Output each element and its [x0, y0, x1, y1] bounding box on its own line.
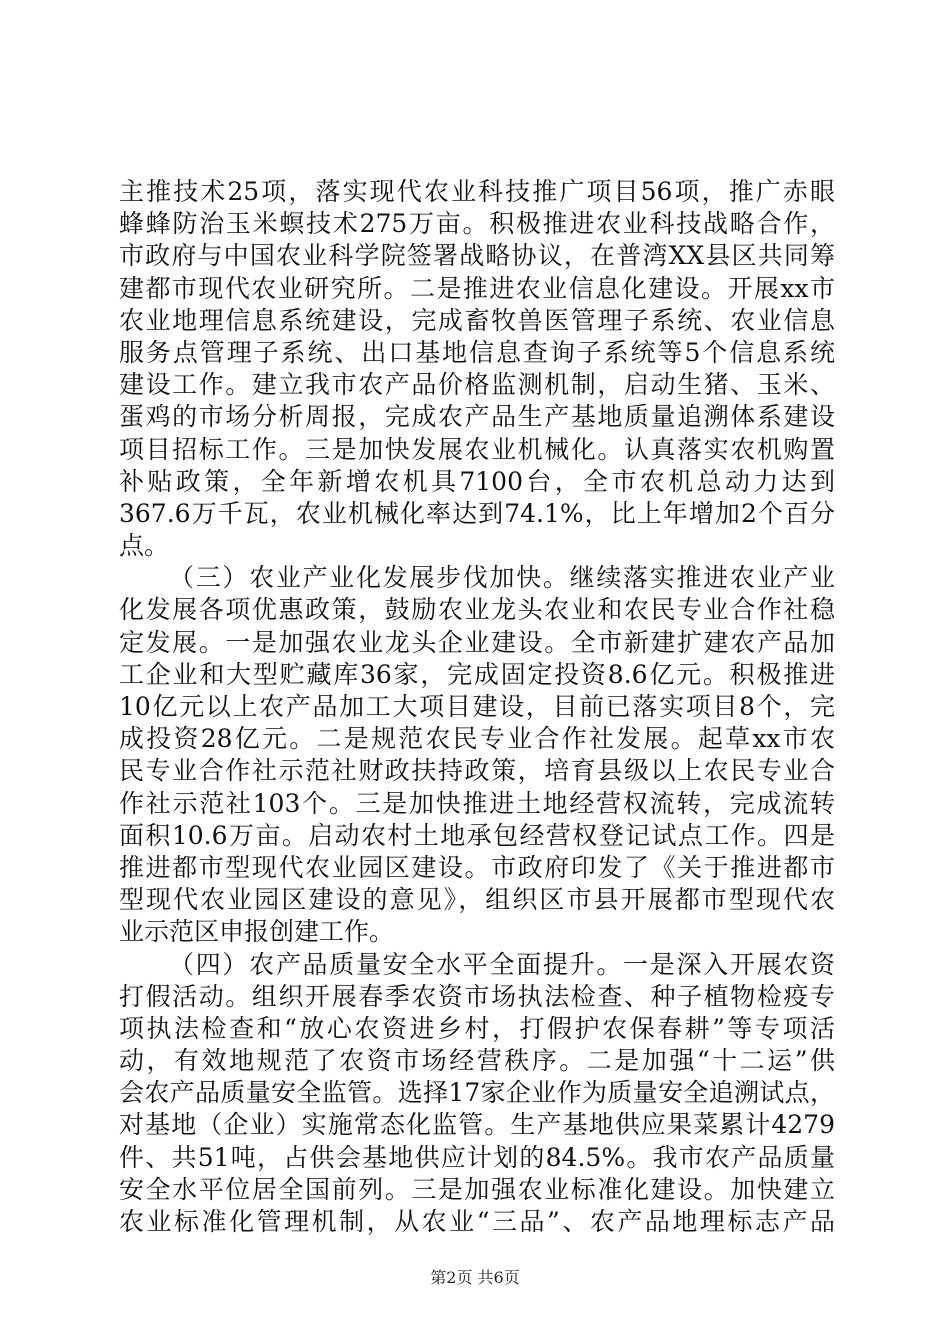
text-line: 件、共51吨，占供会基地供应计划的84.5%。我市农产品质量	[119, 1142, 835, 1172]
document-body	[119, 176, 835, 1238]
text-line: 建设工作。建立我市农产品价格监测机制，启动生猪、玉米、	[119, 370, 835, 400]
text-line: 化发展各项优惠政策，鼓励农业龙头农业和农民专业合作社稳	[119, 595, 835, 625]
text-line: 工企业和大型贮藏库36家，完成固定投资8.6亿元。积极推进	[119, 659, 835, 689]
text-line: 补贴政策，全年新增农机具7100台，全市农机总动力达到	[119, 466, 835, 496]
text-line: 蜂蜂防治玉米螟技术275万亩。积极推进农业科技战略合作，	[119, 209, 835, 239]
text-line: 民专业合作社示范社财政扶持政策，培育县级以上农民专业合	[119, 756, 835, 786]
text-line: 动，有效地规范了农资市场经营秩序。二是加强“十二运”供	[119, 1046, 835, 1076]
text-line: 主推技术25项，落实现代农业科技推广项目56项，推广赤眼	[119, 177, 835, 206]
text-line: 项执法检查和“放心农资进乡村，打假护农保春耕”等专项活	[119, 1013, 835, 1043]
text-line: 业示范区申报创建工作。	[119, 917, 395, 947]
text-line: 型现代农业园区建设的意见》，组织区市县开展都市型现代农	[119, 885, 835, 915]
text-line: 对基地（企业）实施常态化监管。生产基地供应果菜累计4279	[119, 1110, 835, 1140]
text-line: 10亿元以上农产品加工大项目建设，目前已落实项目8个，完	[119, 692, 835, 721]
paragraph-first-line: （四）农产品质量安全水平全面提升。一是深入开展农资	[169, 949, 835, 979]
text-line: 安全水平位居全国前列。三是加强农业标准化建设。加快建立	[119, 1174, 835, 1204]
text-line: 农业标准化管理机制，从农业“三品”、农产品地理标志产品	[119, 1207, 835, 1236]
text-line: 打假活动。组织开展春季农资市场执法检查、种子植物检疫专	[119, 981, 835, 1011]
text-line: 推进都市型现代农业园区建设。市政府印发了《关于推进都市	[119, 852, 835, 882]
text-line: 农业地理信息系统建设，完成畜牧兽医管理子系统、农业信息	[119, 305, 835, 335]
text-line: 蛋鸡的市场分析周报，完成农产品生产基地质量追溯体系建设	[119, 402, 835, 432]
text-line: 定发展。一是加强农业龙头企业建设。全市新建扩建农产品加	[119, 627, 835, 657]
text-line: 建都市现代农业研究所。二是推进农业信息化建设。开展xx市	[119, 273, 835, 303]
text-line: 服务点管理子系统、出口基地信息查询子系统等5个信息系统	[119, 337, 835, 367]
text-line: 项目招标工作。三是加快发展农业机械化。认真落实农机购置	[119, 434, 835, 464]
text-line: 面积10.6万亩。启动农村土地承包经营权登记试点工作。四是	[119, 820, 835, 850]
text-line: 点。	[119, 531, 170, 561]
text-line: 市政府与中国农业科学院签署战略协议，在普湾XX县区共同筹	[119, 241, 835, 271]
text-line: 作社示范社103个。三是加快推进土地经营权流转，完成流转	[119, 788, 835, 818]
paragraph-first-line: （三）农业产业化发展步伐加快。继续落实推进农业产业	[169, 563, 835, 593]
text-line: 成投资28亿元。二是规范农民专业合作社发展。起草xx市农	[119, 724, 835, 754]
text-line: 会农产品质量安全监管。选择17家企业作为质量安全追溯试点，	[119, 1078, 835, 1108]
text-line: 367.6万千瓦，农业机械化率达到74.1%，比上年增加2个百分	[119, 498, 835, 528]
page-footer: 第2页 共6页	[430, 1268, 520, 1287]
